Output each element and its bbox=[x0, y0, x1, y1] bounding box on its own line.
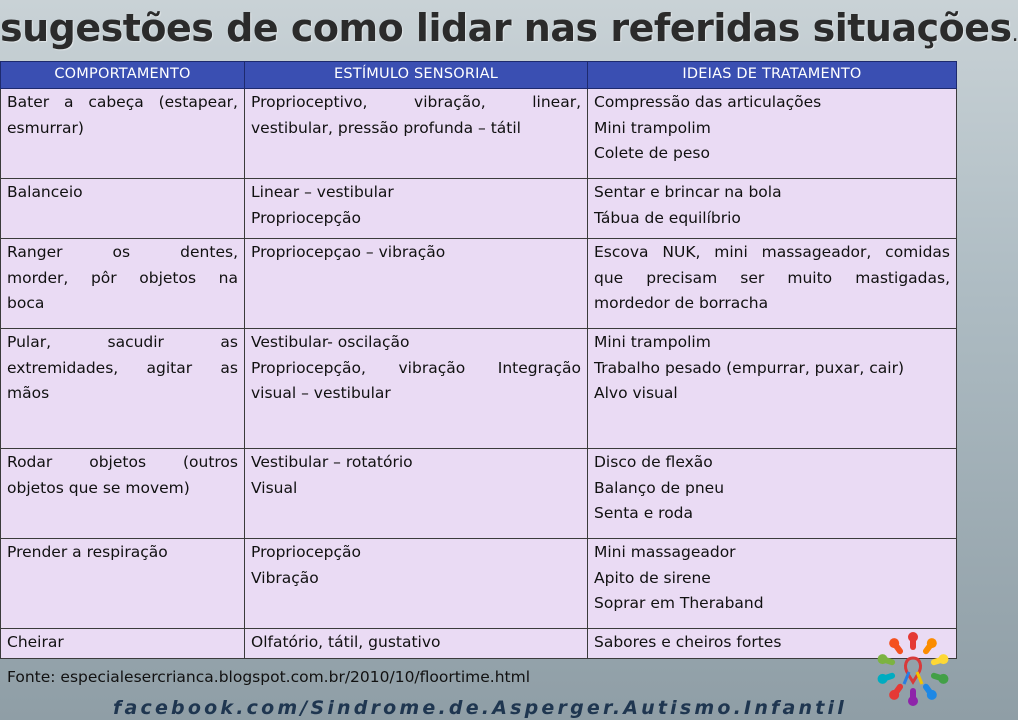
logo-figure bbox=[878, 654, 893, 664]
cell-estimulo bbox=[245, 179, 588, 239]
cell-comportamento bbox=[1, 539, 245, 629]
cell-line: Mini trampolim bbox=[594, 333, 711, 351]
cell-line: Vestibular- oscilação bbox=[251, 333, 410, 351]
cell-line: mordedor de borracha bbox=[594, 294, 769, 312]
cell-line: Colete de peso bbox=[594, 144, 710, 162]
cell-estimulo bbox=[245, 539, 588, 629]
logo-figure bbox=[934, 674, 949, 684]
cell-line: Trabalho pesado (empurrar, puxar, cair) bbox=[594, 358, 904, 377]
cell-comportamento bbox=[1, 179, 245, 239]
cell-line: Senta e roda bbox=[594, 504, 694, 522]
cell-line: Sabores e cheiros fortes bbox=[594, 633, 782, 651]
cell-line: Propriocepção, vibração Integração bbox=[251, 358, 581, 377]
header-comportamento: COMPORTAMENTO bbox=[1, 62, 245, 89]
cell-line: Vibração bbox=[251, 568, 319, 587]
cell-line: Olfatório, tátil, gustativo bbox=[251, 633, 441, 651]
cell-ideias bbox=[588, 239, 957, 329]
cell-line: Propriocepção bbox=[251, 543, 361, 561]
cell-line: Sentar e brincar na bola bbox=[594, 183, 782, 201]
cell-line: Balanço de pneu bbox=[594, 478, 725, 497]
cell-line: Soprar em Theraband bbox=[594, 594, 764, 612]
table-header-row bbox=[1, 62, 957, 89]
logo-figure bbox=[889, 687, 900, 700]
cell-estimulo bbox=[245, 239, 588, 329]
cell-line: boca bbox=[7, 294, 45, 312]
cell-line: Disco de flexão bbox=[594, 453, 713, 471]
cell-comportamento bbox=[1, 329, 245, 449]
table-row bbox=[1, 89, 957, 179]
cell-line: morder, pôr objetos na bbox=[7, 268, 238, 287]
cell-line: visual – vestibular bbox=[251, 384, 391, 402]
cell-line: objetos que se movem) bbox=[7, 478, 190, 497]
table-body bbox=[1, 89, 957, 659]
header-ideias: IDEIAS DE TRATAMENTO bbox=[588, 62, 957, 89]
cell-comportamento bbox=[1, 89, 245, 179]
cell-line: vestibular, pressão profunda – tátil bbox=[251, 118, 521, 137]
cell-line: extremidades, agitar as bbox=[7, 358, 238, 377]
cell-line: Escova NUK, mini massageador, comidas bbox=[594, 243, 950, 261]
cell-comportamento bbox=[1, 629, 245, 659]
cell-line: Cheirar bbox=[7, 633, 64, 651]
cell-ideias bbox=[588, 449, 957, 539]
footer-facebook-link: facebook.com/Sindrome.de.Asperger.Autismo.Infantil bbox=[113, 697, 847, 719]
cell-comportamento bbox=[1, 449, 245, 539]
logo-figure bbox=[926, 687, 937, 700]
table-row bbox=[1, 449, 957, 539]
cell-line: Propriocepçao – vibração bbox=[251, 243, 446, 261]
cell-line: Alvo visual bbox=[594, 384, 678, 402]
cell-line: Visual bbox=[251, 478, 298, 497]
cell-line: Proprioceptivo, vibração, linear, bbox=[251, 93, 581, 111]
table-row bbox=[1, 179, 957, 239]
cell-line: Prender a respiração bbox=[7, 543, 168, 561]
table-row bbox=[1, 539, 957, 629]
cell-line: Mini massageador bbox=[594, 543, 736, 561]
autism-awareness-logo bbox=[868, 624, 958, 714]
header-estimulo: ESTÍMULO SENSORIAL bbox=[245, 62, 588, 89]
cell-line: Linear – vestibular bbox=[251, 183, 394, 201]
logo-figure bbox=[926, 638, 937, 651]
cell-line: Apito de sirene bbox=[594, 568, 711, 587]
cell-estimulo bbox=[245, 89, 588, 179]
table-row bbox=[1, 239, 957, 329]
cell-estimulo bbox=[245, 329, 588, 449]
cell-ideias bbox=[588, 89, 957, 179]
cell-line: Balanceio bbox=[7, 183, 83, 201]
title-text: sugestões de como lidar nas referidas situações bbox=[0, 6, 1012, 50]
logo-figure bbox=[908, 632, 918, 647]
cell-line: Pular, sacudir as bbox=[7, 333, 238, 351]
cell-line: Compressão das articulações bbox=[594, 93, 822, 111]
cell-line: Ranger os dentes, bbox=[7, 243, 238, 261]
cell-line: Bater a cabeça (estapear, bbox=[7, 93, 238, 111]
cell-estimulo bbox=[245, 629, 588, 659]
table-row bbox=[1, 329, 957, 449]
cell-line: Vestibular – rotatório bbox=[251, 453, 413, 471]
cell-ideias bbox=[588, 329, 957, 449]
logo-figure bbox=[908, 691, 918, 706]
table-row bbox=[1, 629, 957, 659]
cell-line: que precisam ser muito mastigadas, bbox=[594, 268, 950, 287]
page-title bbox=[0, 6, 1018, 60]
logo-figure bbox=[878, 674, 893, 684]
sensory-table bbox=[0, 61, 957, 659]
cell-line: mãos bbox=[7, 384, 50, 402]
logo-figure bbox=[934, 654, 949, 664]
puzzle-ribbon-icon bbox=[904, 658, 922, 684]
cell-line: Tábua de equilíbrio bbox=[594, 208, 741, 227]
source-citation: Fonte: especialesercrianca.blogspot.com.br/2010/10/floortime.html bbox=[7, 668, 531, 686]
cell-line: Propriocepção bbox=[251, 208, 361, 227]
logo-figure bbox=[889, 638, 900, 651]
cell-ideias bbox=[588, 539, 957, 629]
cell-estimulo bbox=[245, 449, 588, 539]
cell-ideias bbox=[588, 179, 957, 239]
cell-line: Rodar objetos (outros bbox=[7, 453, 238, 471]
title-period: . bbox=[1011, 22, 1018, 47]
cell-line: esmurrar) bbox=[7, 118, 84, 137]
cell-line: Mini trampolim bbox=[594, 118, 711, 137]
cell-comportamento bbox=[1, 239, 245, 329]
